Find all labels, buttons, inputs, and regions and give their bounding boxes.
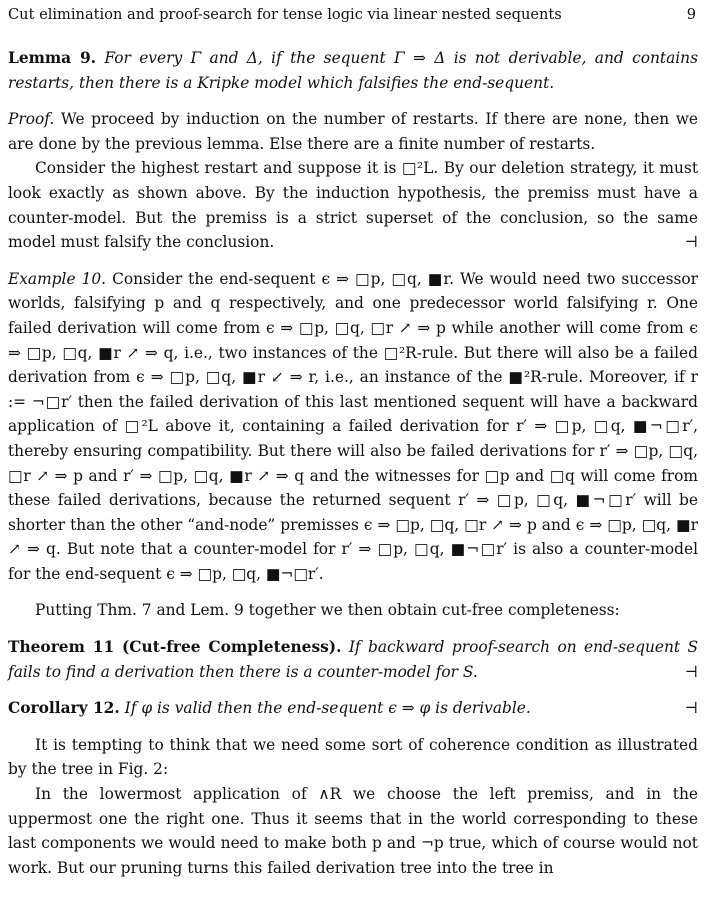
corollary-12 <box>8 696 698 721</box>
theorem-11-label: Theorem 11 (Cut-free Completeness). <box>8 638 342 657</box>
tempting-para: It is tempting to think that we need some sort of coherence condition as illustrated by the tree in Fig. 2: <box>8 735 698 779</box>
theorem-11 <box>8 635 698 684</box>
lemma-9-statement: For every Γ and Δ, if the sequent Γ ⇒ Δ is not derivable, and contains restarts, then there is a Kripke model which falsifies the end-sequent. <box>8 49 698 92</box>
proof-para-1 <box>8 107 698 156</box>
proof-label: Proof. <box>8 110 55 129</box>
putting-together-para: Putting Thm. 7 and Lem. 9 together we then obtain cut-free completeness: <box>35 601 620 620</box>
running-header <box>8 4 698 26</box>
lemma-9-label: Lemma 9. <box>8 49 97 67</box>
theorem-11-end-mark: ⊣ <box>684 662 698 681</box>
proof-text-2: Consider the highest restart and suppose it is □²L. By our deletion strategy, it must look exactly as shown above. By the induction hypothesis, the premiss must have a counter-model. But the premiss is a strict superset of the conclusion, so the same model must falsify the conclusion. <box>8 159 698 252</box>
proof-end-mark: ⊣ <box>684 233 698 252</box>
proof-text-1: We proceed by induction on the number of restarts. If there are none, then we are done by the previous lemma. Else there are a finite number of restarts. <box>8 110 698 153</box>
corollary-12-end-mark: ⊣ <box>684 699 698 718</box>
proof-block <box>8 107 698 255</box>
lemma-9 <box>8 46 698 95</box>
running-title: Cut elimination and proof-search for tense logic via linear nested sequents <box>8 6 562 23</box>
proof-para-2 <box>8 156 698 254</box>
theorem-11-statement: If backward proof-search on end-sequent S fails to find a derivation then there is a counter-model for S. <box>8 638 698 681</box>
example-10-text: Consider the end-sequent ϵ ⇒ □p, □q, ■r. We would need two successor worlds, falsifying p and q respectively, and one predecessor world falsifying r. One failed derivation will come from ϵ ⇒ □p, □q, □r ↗ ⇒ p while another will come from ϵ ⇒ □p, □q, ■r ↗ ⇒ q, i.e., two instances of the □²R-rule. But there will also be a failed derivation from ϵ ⇒ □p, □q, ■r ↙ ⇒ r, i.e., an instance of the ■²R-rule. Moreover, if r := ¬□r′ then the failed derivation of this last mentioned sequent will have a backward application of □²L above it, containing a failed derivation for r′ ⇒ □p, □q, ■¬□r′, thereby ensuring compatibility. But there will also be failed derivations for r′ ⇒ □p, □q, □r ↗ ⇒ p and r′ ⇒ □p, □q, ■r ↗ ⇒ q and the witnesses for □p and □q will come from these failed derivations, because the returned sequent r′ ⇒ □p, □q, ■¬□r′ will be shorter than the other “and-node” premisses ϵ ⇒ □p, □q, □r ↗ ⇒ p and ϵ ⇒ □p, □q, ■r ↗ ⇒ q. But note that a counter-model for r′ ⇒ □p, □q, ■¬□r′ is also a counter-model for the end-sequent ϵ ⇒ □p, □q, ■¬□r′. <box>8 269 698 583</box>
example-10 <box>8 267 698 587</box>
page-number: 9 <box>686 6 696 23</box>
corollary-12-label: Corollary 12. <box>8 699 120 718</box>
example-10-label: Example 10. <box>8 269 107 288</box>
lowermost-para: In the lowermost application of ∧R we choose the left premiss, and in the uppermost one the right one. Thus it seems that in the world corresponding to these last components we would need to make both p and ¬p true, which of course would not work. But our pruning turns this failed derivation tree into the tree in <box>8 785 698 877</box>
corollary-12-statement: If φ is valid then the end-sequent ϵ ⇒ φ is derivable. <box>124 699 531 718</box>
